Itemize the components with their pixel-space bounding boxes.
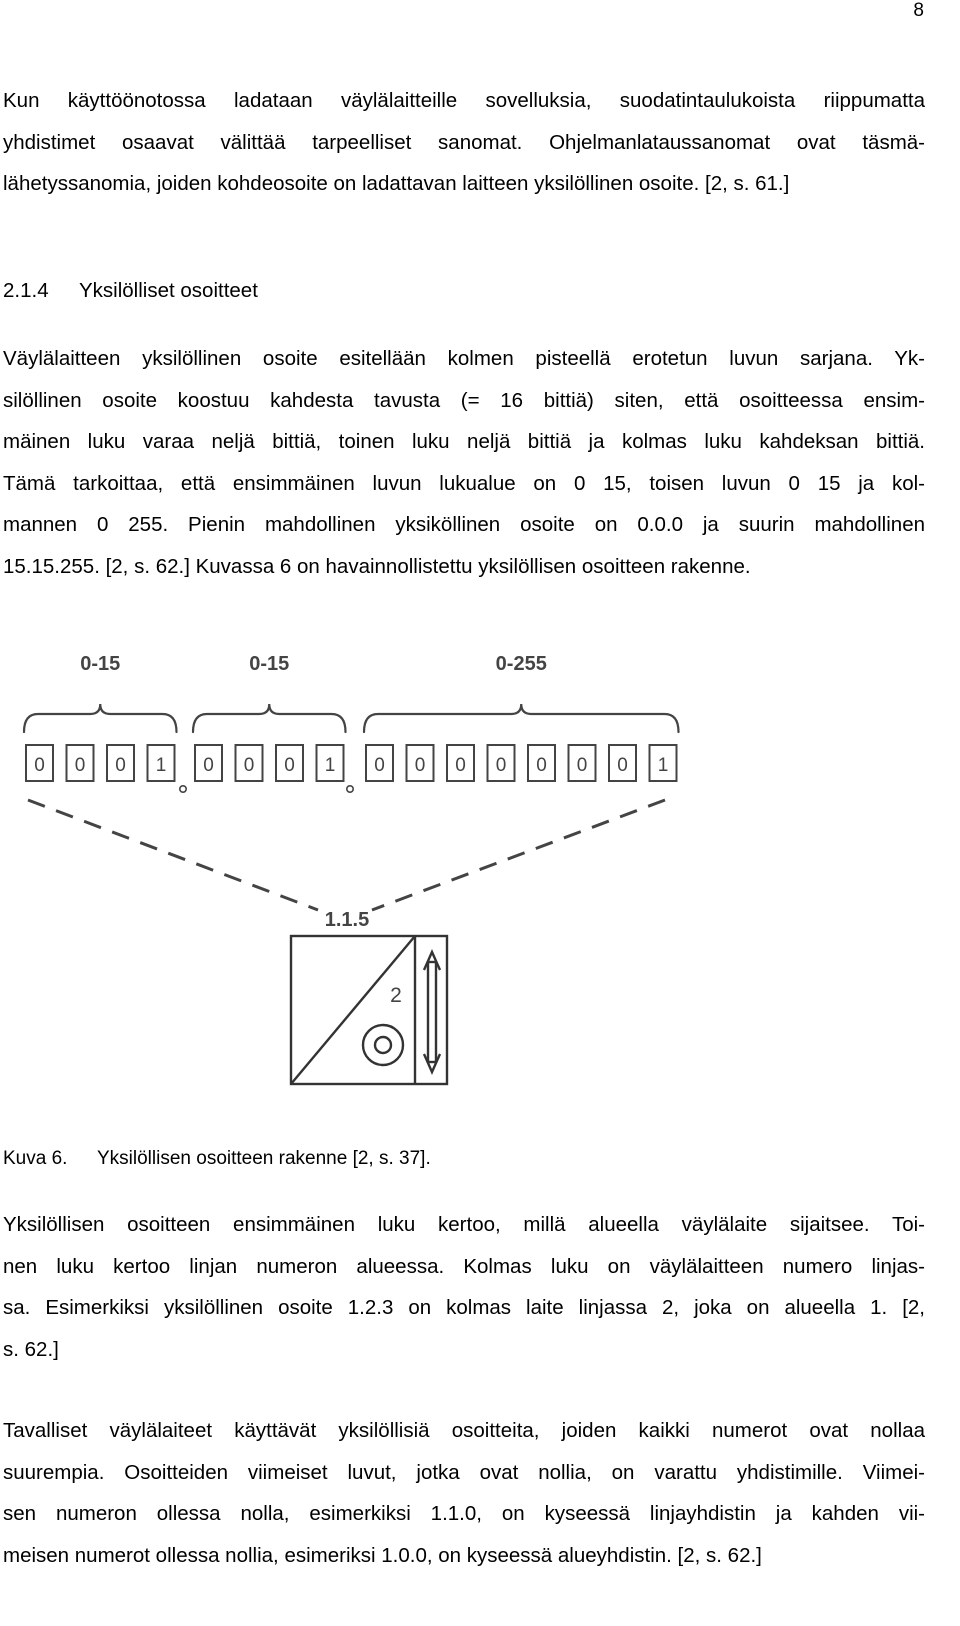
- group-brace: [364, 704, 679, 732]
- bit-value: 1: [155, 755, 167, 776]
- bit-value: 0: [495, 755, 507, 776]
- caption-text: Yksilöllisen osoitteen rakenne [2, s. 37].: [97, 1148, 431, 1169]
- bit-value: 1: [324, 755, 336, 776]
- group-range-label: 0-255: [495, 653, 547, 675]
- bit-value: 0: [74, 755, 86, 776]
- paragraph-3: [3, 1204, 925, 1370]
- text-line: sa. Esimerkiksi yksilöllinen osoite 1.2.3 on kolmas laite linjassa 2, joka on alueella 1. [2,: [3, 1296, 925, 1319]
- text-line: nen luku kertoo linjan numeron alueessa. Kolmas luku on väylälaitteen numero linjas-: [3, 1254, 925, 1278]
- paragraph-2: [3, 338, 925, 587]
- text-line: Tavalliset väylälaiteet käyttävät yksilöllisiä osoitteita, joiden kaikki numerot ovat nollaa: [3, 1419, 925, 1442]
- bit-value: 1: [657, 755, 669, 776]
- bit-value: 0: [617, 755, 628, 776]
- text-line: mannen 0 255. Pienin mahdollinen yksiköllinen osoite on 0.0.0 ja suurin mahdollinen: [3, 513, 925, 536]
- group-brace: [193, 704, 346, 732]
- section-heading: [3, 270, 258, 311]
- paragraph-1: [3, 80, 925, 205]
- bit-value: 0: [115, 755, 126, 776]
- text-line: mäinen luku varaa neljä bittiä, toinen luku neljä bittiä ja kolmas luku kahdeksan bittiä.: [3, 430, 925, 453]
- bit-value: 0: [536, 755, 547, 776]
- bit-value: 0: [374, 755, 385, 776]
- group-brace: [24, 704, 177, 732]
- separator-dot: [180, 786, 186, 792]
- text-line: suurempia. Osoitteiden viimeiset luvut, jotka ovat nollia, on varattu yhdistimille. Viimei-: [3, 1460, 925, 1484]
- bit-value: 0: [243, 755, 255, 776]
- group-range-label: 0-15: [80, 653, 121, 675]
- figure-caption: [3, 1140, 431, 1178]
- bit-value: 0: [284, 755, 295, 776]
- section-number: 2.1.4: [3, 279, 49, 302]
- text-line: Tämä tarkoittaa, että ensimmäinen luvun lukualue on 0 15, toisen luvun 0 15 ja kol-: [3, 471, 925, 495]
- section-title: Yksilölliset osoitteet: [79, 279, 258, 302]
- device-button-inner: [375, 1037, 391, 1053]
- funnel-line-right: [372, 800, 665, 910]
- paragraph-4: [3, 1410, 925, 1576]
- bit-value: 0: [455, 755, 466, 776]
- text-line: Yksilöllisen osoitteen ensimmäinen luku kertoo, millä alueella väylälaite sijaitsee. Toi-: [3, 1213, 925, 1236]
- text-line: meisen numerot ollessa nollia, esimeriksi 1.0.0, on kyseessä alueyhdistin. [2, s. 62.]: [3, 1543, 762, 1567]
- device-label: 2: [390, 984, 402, 1007]
- text-line: yhdistimet osaavat välittää tarpeelliset sanomat. Ohjelmanlataussanomat ovat täsmä-: [3, 130, 925, 154]
- separator-dot: [347, 786, 353, 792]
- device-address-label: 1.1.5: [324, 909, 370, 931]
- caption-label: Kuva 6.: [3, 1148, 68, 1169]
- bus-device-symbol: [291, 936, 447, 1084]
- funnel-line-left: [28, 800, 318, 910]
- device-button-outer: [363, 1025, 403, 1065]
- text-line: s. 62.]: [3, 1337, 59, 1361]
- group-range-label: 0-15: [249, 653, 290, 675]
- bit-value: 0: [576, 755, 588, 776]
- bit-value: 0: [34, 755, 45, 776]
- bit-value: 0: [414, 755, 426, 776]
- text-line: 15.15.255. [2, s. 62.] Kuvassa 6 on havainnollistettu yksilöllisen osoitteen rakenne.: [3, 554, 751, 578]
- text-line: Kun käyttöönotossa ladataan väylälaitteille sovelluksia, suodatintaulukoista riippumatta: [3, 89, 925, 112]
- text-line: silöllinen osoite koostuu kahdesta tavusta (= 16 bittiä) siten, että osoitteessa ensim-: [3, 388, 925, 412]
- text-line: lähetyssanomia, joiden kohdeosoite on ladattavan laitteen yksilöllinen osoite. [2, s. 61.]: [3, 172, 790, 195]
- page-number: 8: [913, 0, 924, 21]
- text-line: Väylälaitteen yksilöllinen osoite esitellään kolmen pisteellä erotetun luvun sarjana. Yk-: [3, 347, 925, 370]
- text-line: sen numeron ollessa nolla, esimerkiksi 1.1.0, on kyseessä linjayhdistin ja kahden vii-: [3, 1502, 925, 1525]
- address-structure-figure: [0, 640, 700, 1090]
- bit-value: 0: [203, 755, 214, 776]
